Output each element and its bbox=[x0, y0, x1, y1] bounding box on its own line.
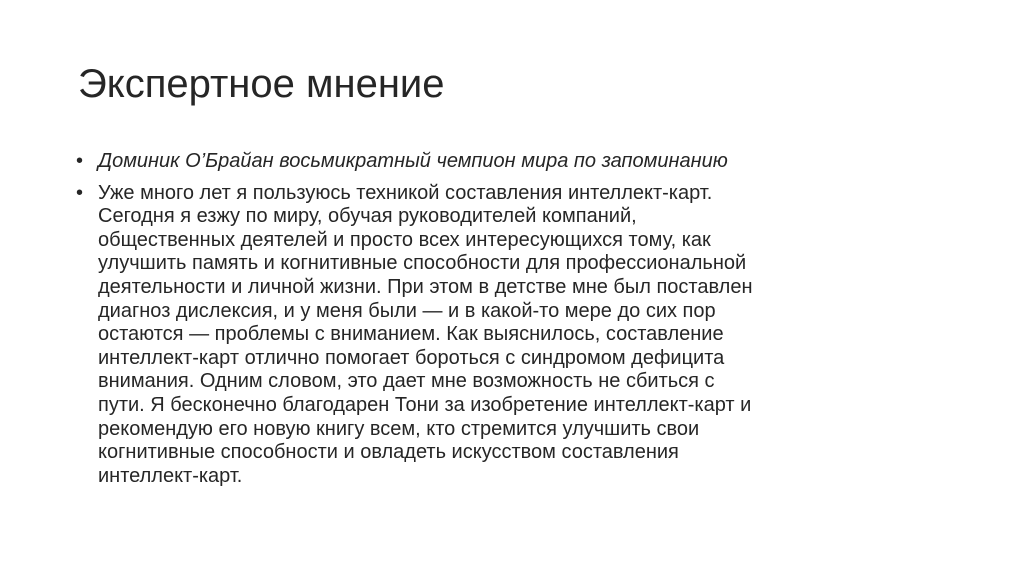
bullet-item-quote bbox=[76, 182, 956, 489]
quote-line: улучшить память и когнитивные способности для профессиональной bbox=[98, 252, 747, 275]
slide-title: Экспертное мнение bbox=[78, 62, 445, 106]
quote-line: рекомендую его новую книгу всем, кто стремится улучшить свои bbox=[98, 417, 700, 440]
quote-line: диагноз дислексия, и у меня были — и в какой-то мере до сих пор bbox=[98, 299, 716, 322]
quote-line: когнитивные способности и овладеть искусством составления bbox=[98, 441, 679, 464]
bullet-icon: • bbox=[76, 150, 84, 172]
quote-line: пути. Я бесконечно благодарен Тони за изобретение интеллект-карт и bbox=[98, 393, 752, 416]
bullet-item-author bbox=[76, 150, 956, 174]
quote-line: интеллект-карт. bbox=[98, 464, 243, 487]
quote-line: внимания. Одним словом, это дает мне возможность не сбиться с bbox=[98, 370, 715, 393]
quote-line: общественных деятелей и просто всех интересующихся тому, как bbox=[98, 228, 711, 251]
bullet-text: Доминик О’Брайан восьмикратный чемпион мира по запоминанию bbox=[98, 150, 728, 172]
quote-line: Уже много лет я пользуюсь техникой составления интеллект-карт. bbox=[98, 181, 713, 204]
quote-line: интеллект-карт отлично помогает бороться с синдромом дефицита bbox=[98, 346, 725, 369]
quote-text bbox=[98, 182, 956, 489]
bullet-icon: • bbox=[76, 181, 84, 204]
quote-line: Сегодня я езжу по миру, обучая руководителей компаний, bbox=[98, 205, 637, 228]
bullet-list bbox=[76, 150, 956, 496]
quote-line: остаются — проблемы с вниманием. Как выяснилось, составление bbox=[98, 323, 724, 346]
quote-line: деятельности и личной жизни. При этом в детстве мне был поставлен bbox=[98, 275, 753, 298]
